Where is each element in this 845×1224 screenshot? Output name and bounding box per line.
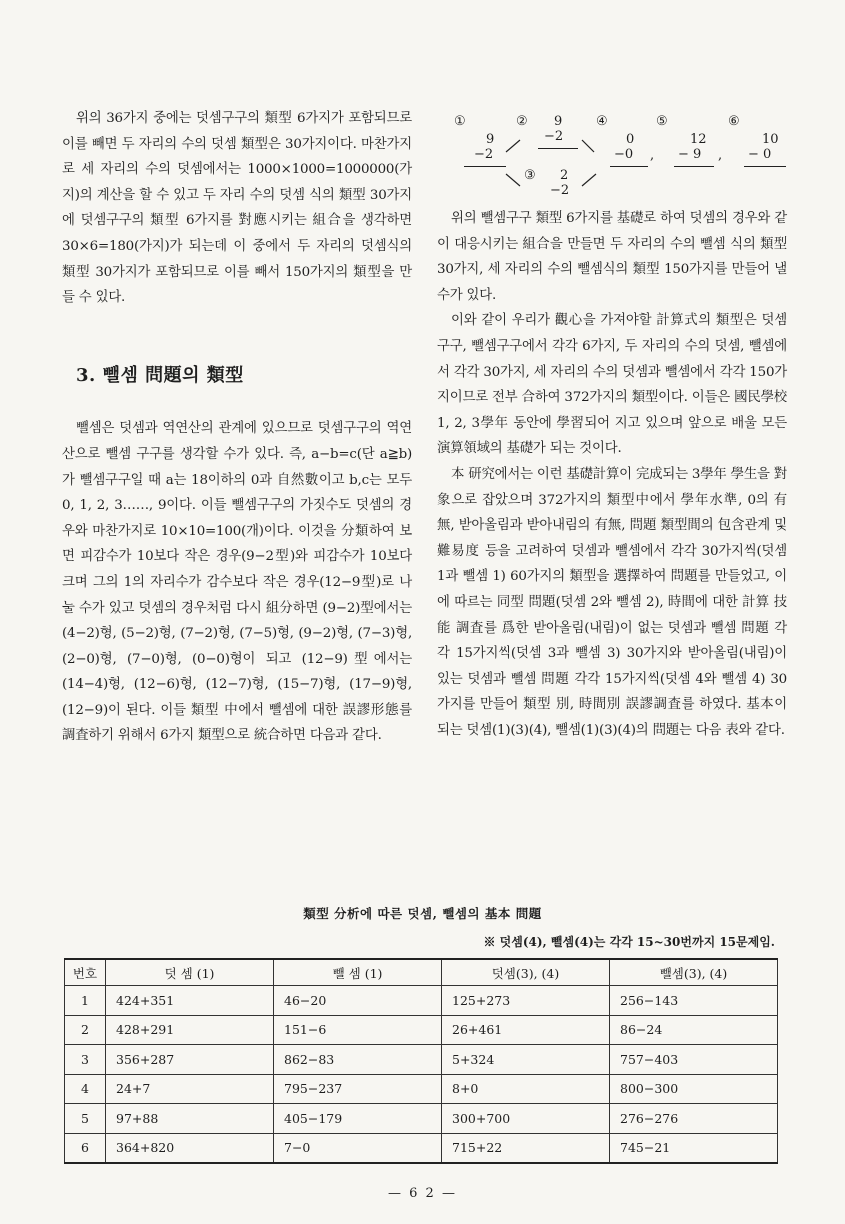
table-cell: 745−21	[610, 1133, 778, 1163]
label-1: ①	[454, 114, 466, 129]
table-cell: 125+273	[442, 986, 610, 1016]
paragraph-subtraction-combinations: 위의 뺄셈구구 類型 6가지를 基礎로 하여 덧셈의 경우와 같이 대응시키는 組合을 만들면 두 자리의 수의 뺄셈 식의 類型 30가지, 세 자리의 수의 뺄셈식의 類型 150가지를 만들어 낼 수가 있다.	[437, 211, 787, 303]
table-cell: 26+461	[442, 1015, 610, 1045]
section-heading: 3. 뺄셈 問題의 類型	[76, 364, 244, 386]
right-column	[437, 206, 787, 743]
table-cell: 5+324	[442, 1045, 610, 1075]
table-cell: 7−0	[274, 1133, 442, 1163]
table-row	[65, 1133, 778, 1163]
table-cell: 405−179	[274, 1104, 442, 1134]
table-row	[65, 1045, 778, 1075]
table-cell: 24+7	[106, 1074, 274, 1104]
table-row	[65, 1015, 778, 1045]
table-cell: 5	[65, 1104, 106, 1134]
table-cell: 424+351	[106, 986, 274, 1016]
table-row	[65, 986, 778, 1016]
f4-bottom: −0	[614, 147, 634, 162]
table-cell: 364+820	[106, 1133, 274, 1163]
f3-top: 2	[560, 168, 569, 183]
table-cell: 97+88	[106, 1104, 274, 1134]
table-cell: 800−300	[610, 1074, 778, 1104]
table-cell: 256−143	[610, 986, 778, 1016]
paragraph-subtraction-types: 뺄셈은 덧셈과 역연산의 관계에 있으므로 덧셈구구의 역연산으로 뺄셈 구구를 생각할 수가 있다. 즉, a−b=c(단 a≧b)가 뺄셈구구일 때 a는 18이하의 0과 自然數이고 b,c는 모두 0, 1, 2, 3……, 9이다. 이들 뺄셈구구의 가짓수도 덧셈의 경우와 마찬가지로 10×10=100(개)이다. 이것을 分類하여 보면 피감수가 10보다 작은 경우(9−2型)와 피감수가 10보다 크며 그의 1의 자리수가 감수보다 작은 경우(12−9型)로 나눌 수가 있고 덧셈의 경우처럼 다시 組分하면 (9−2)型에서는 (4−2)형, (5−2)형, (7−2)형, (7−5)형, (9−2)형, (7−3)형, (2−0)형, (7−0)형, (0−0)형이 되고 (12−9)型에서는 (14−4)형, (12−6)형, (12−7)형, (15−7)형, (17−9)형, (12−9)이 된다. 이들 類型 中에서 뺄셈에 대한 誤謬形態를 調査하기 위해서 6가지 類型으로 統合하면 다음과 같다.	[62, 421, 412, 744]
table-cell: 428+291	[106, 1015, 274, 1045]
f5-bottom: − 9	[678, 147, 702, 162]
f6-bottom: − 0	[748, 147, 772, 162]
col-header-number: 번호	[65, 959, 106, 986]
table-cell: 4	[65, 1074, 106, 1104]
table-header-row	[65, 959, 778, 986]
table-cell: 715+22	[442, 1133, 610, 1163]
left-column	[62, 106, 412, 749]
col-header-addition-1: 덧 셈 (1)	[106, 959, 274, 986]
table-cell: 2	[65, 1015, 106, 1045]
f1-bottom: −2	[474, 147, 494, 162]
paragraph-addition-types: 위의 36가지 중에는 덧셈구구의 類型 6가지가 포함되므로 이를 빼면 두 자리의 수의 덧셈 類型은 30가지이다. 마찬가지로 세 자리의 수의 덧셈에서는 1000×1000=1000000(가지)의 계산을 할 수 있고 두 자리 수의 덧셈 식의 類型 30가지에 덧셈구구의 類型 6가지를 對應시키는 組合을 생각하면 30×6=180(가지)가 되는데 이 중에서 두 자리의 덧셈식의 類型 30가지가 포함되므로 이를 빼서 150가지의 類型을 만들 수 있다.	[62, 111, 412, 306]
table-cell: 46−20	[274, 986, 442, 1016]
table-cell: 862−83	[274, 1045, 442, 1075]
label-6: ⑥	[728, 114, 740, 129]
table-title: 類型 分析에 따른 덧셈, 뺄셈의 基本 問題	[303, 906, 542, 921]
table-cell: 6	[65, 1133, 106, 1163]
label-2: ②	[516, 114, 528, 129]
table-cell: 86−24	[610, 1015, 778, 1045]
f2-top: 9	[554, 114, 563, 129]
label-5: ⑤	[656, 114, 668, 129]
comma-2: ,	[718, 148, 723, 163]
table-row	[65, 1104, 778, 1134]
label-3: ③	[524, 168, 536, 183]
table-row	[65, 1074, 778, 1104]
table-cell: 276−276	[610, 1104, 778, 1134]
table-cell: 151−6	[274, 1015, 442, 1045]
table-cell: 8+0	[442, 1074, 610, 1104]
paragraph-study-design: 本 研究에서는 이런 基礎計算이 完成되는 3學年 學生을 對象으로 잡았으며 372가지의 類型中에서 學年水準, 0의 有無, 받아올림과 받아내림의 有無, 問題 類型間의 包含관계 및 難易度 등을 고려하여 덧셈과 뺄셈에서 각각 30가지씩(덧셈 1과 뺄셈 1) 60가지의 類型을 選擇하여 問題를 만들었고, 이에 따르는 同型 問題(덧셈 2와 뺄셈 2), 時間에 대한 計算 技能 調査를 爲한 받아올림(내림)이 없는 덧셈과 뺄셈 問題 각각 15가지씩(덧셈 3과 뺄셈 3) 30가지와 받아올림(내림)이 있는 덧셈과 뺄셈 問題 각각 15가지씩(덧셈 4와 뺄셈 4) 30가지를 만들어 類型 別, 時間別 誤謬調査를 하였다. 基本이 되는 덧셈(1)(3)(4), 뺄셈(1)(3)(4)의 問題는 다음 表와 같다.	[437, 466, 788, 738]
paragraph-total-types: 이와 같이 우리가 觀心을 가져야할 計算式의 類型은 덧셈구구, 뺄셈구구에서 각각 6가지, 두 자리의 수의 덧셈, 뺄셈에서 각각 30가지, 세 자리의 수의 덧셈과 뺄셈에서 각각 150가지이므로 전부 合하여 372가지의 類型이다. 이들은 國民學校 1, 2, 3學年 동안에 學習되어 지고 있으며 앞으로 배울 모든 演算領域의 基礎가 되는 것이다.	[437, 313, 787, 457]
f3-bottom: −2	[550, 183, 570, 198]
f5-top: 12	[690, 132, 707, 147]
table-cell: 300+700	[442, 1104, 610, 1134]
col-header-addition-3-4: 덧셈(3), (4)	[442, 959, 610, 986]
table-cell: 3	[65, 1045, 106, 1075]
col-header-subtraction-3-4: 뺄셈(3), (4)	[610, 959, 778, 986]
table-note: ※ 덧셈(4), 뺄셈(4)는 각각 15~30번까지 15문제임.	[483, 935, 775, 949]
table-cell: 1	[65, 986, 106, 1016]
label-4: ④	[596, 114, 608, 129]
col-header-subtraction-1: 뺄 셈 (1)	[274, 959, 442, 986]
basic-problems-table	[64, 958, 778, 1164]
f6-top: 10	[762, 132, 779, 147]
subtraction-type-diagram	[440, 112, 800, 204]
table-cell: 757−403	[610, 1045, 778, 1075]
table-cell: 795−237	[274, 1074, 442, 1104]
table-cell: 356+287	[106, 1045, 274, 1075]
f4-top: 0	[626, 132, 635, 147]
page-number: — 6 2 —	[388, 1186, 457, 1201]
f1-top: 9	[486, 132, 495, 147]
comma-1: ,	[650, 148, 655, 163]
f2-bottom: −2	[544, 129, 564, 144]
